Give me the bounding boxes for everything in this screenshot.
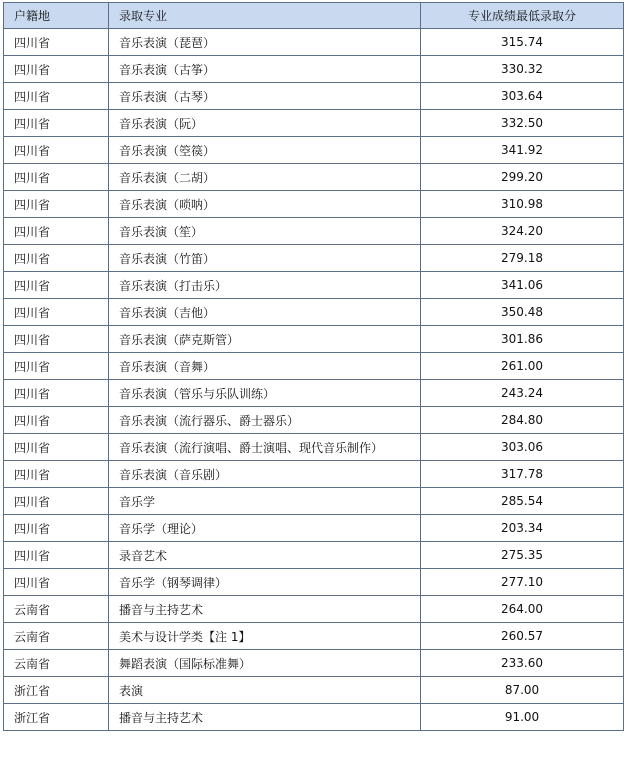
cell-region: 四川省 xyxy=(4,515,109,542)
table-row xyxy=(4,596,624,623)
cell-score: 299.20 xyxy=(421,164,624,191)
cell-major: 音乐表演（吉他） xyxy=(109,299,421,326)
table-row xyxy=(4,569,624,596)
cell-major: 音乐表演（箜篌） xyxy=(109,137,421,164)
table-row xyxy=(4,29,624,56)
cell-major: 舞蹈表演（国际标准舞） xyxy=(109,650,421,677)
cell-major: 音乐表演（音舞） xyxy=(109,353,421,380)
cell-region: 四川省 xyxy=(4,137,109,164)
cell-region: 云南省 xyxy=(4,650,109,677)
cell-major: 音乐表演（古筝） xyxy=(109,56,421,83)
cell-score: 332.50 xyxy=(421,110,624,137)
cell-score: 330.32 xyxy=(421,56,624,83)
table-row xyxy=(4,272,624,299)
cell-region: 四川省 xyxy=(4,56,109,83)
header-row xyxy=(4,3,624,29)
table-row xyxy=(4,83,624,110)
table-row xyxy=(4,677,624,704)
cell-major: 音乐表演（流行演唱、爵士演唱、现代音乐制作） xyxy=(109,434,421,461)
table-row xyxy=(4,326,624,353)
table-row xyxy=(4,164,624,191)
cell-major: 音乐表演（萨克斯管） xyxy=(109,326,421,353)
cell-score: 275.35 xyxy=(421,542,624,569)
cell-region: 四川省 xyxy=(4,299,109,326)
table-row xyxy=(4,218,624,245)
table-row xyxy=(4,299,624,326)
cell-score: 315.74 xyxy=(421,29,624,56)
table-row xyxy=(4,137,624,164)
cell-region: 四川省 xyxy=(4,29,109,56)
cell-score: 233.60 xyxy=(421,650,624,677)
cell-major: 表演 xyxy=(109,677,421,704)
table-row xyxy=(4,515,624,542)
header-region: 户籍地 xyxy=(4,3,109,29)
cell-score: 91.00 xyxy=(421,704,624,731)
cell-major: 播音与主持艺术 xyxy=(109,704,421,731)
cell-major: 播音与主持艺术 xyxy=(109,596,421,623)
cell-score: 260.57 xyxy=(421,623,624,650)
cell-major: 音乐表演（流行器乐、爵士器乐） xyxy=(109,407,421,434)
cell-major: 音乐表演（竹笛） xyxy=(109,245,421,272)
cell-score: 261.00 xyxy=(421,353,624,380)
table-row xyxy=(4,650,624,677)
cell-score: 324.20 xyxy=(421,218,624,245)
admission-score-table xyxy=(3,2,624,731)
cell-score: 87.00 xyxy=(421,677,624,704)
cell-region: 四川省 xyxy=(4,353,109,380)
cell-major: 音乐表演（琵琶） xyxy=(109,29,421,56)
cell-region: 浙江省 xyxy=(4,704,109,731)
cell-region: 四川省 xyxy=(4,272,109,299)
cell-region: 四川省 xyxy=(4,461,109,488)
table-row xyxy=(4,353,624,380)
table-row xyxy=(4,407,624,434)
cell-region: 四川省 xyxy=(4,488,109,515)
cell-region: 四川省 xyxy=(4,191,109,218)
header-score: 专业成绩最低录取分 xyxy=(421,3,624,29)
table-row xyxy=(4,245,624,272)
cell-major: 音乐学 xyxy=(109,488,421,515)
cell-score: 303.06 xyxy=(421,434,624,461)
cell-region: 四川省 xyxy=(4,380,109,407)
cell-region: 四川省 xyxy=(4,83,109,110)
cell-major: 音乐学（钢琴调律） xyxy=(109,569,421,596)
cell-major: 音乐表演（音乐剧） xyxy=(109,461,421,488)
table-row xyxy=(4,542,624,569)
cell-major: 音乐表演（二胡） xyxy=(109,164,421,191)
cell-major: 音乐学（理论） xyxy=(109,515,421,542)
table-row xyxy=(4,434,624,461)
cell-region: 四川省 xyxy=(4,434,109,461)
cell-score: 350.48 xyxy=(421,299,624,326)
cell-major: 音乐表演（管乐与乐队训练） xyxy=(109,380,421,407)
table-row xyxy=(4,623,624,650)
cell-score: 341.06 xyxy=(421,272,624,299)
cell-score: 203.34 xyxy=(421,515,624,542)
cell-major: 音乐表演（打击乐） xyxy=(109,272,421,299)
header-major: 录取专业 xyxy=(109,3,421,29)
cell-score: 303.64 xyxy=(421,83,624,110)
cell-score: 341.92 xyxy=(421,137,624,164)
cell-score: 284.80 xyxy=(421,407,624,434)
cell-region: 浙江省 xyxy=(4,677,109,704)
cell-major: 音乐表演（笙） xyxy=(109,218,421,245)
table-row xyxy=(4,461,624,488)
cell-region: 四川省 xyxy=(4,407,109,434)
cell-region: 四川省 xyxy=(4,542,109,569)
table-body xyxy=(4,29,624,731)
cell-region: 四川省 xyxy=(4,110,109,137)
table-row xyxy=(4,704,624,731)
cell-score: 285.54 xyxy=(421,488,624,515)
cell-score: 264.00 xyxy=(421,596,624,623)
cell-score: 243.24 xyxy=(421,380,624,407)
table-row xyxy=(4,110,624,137)
cell-score: 301.86 xyxy=(421,326,624,353)
cell-major: 音乐表演（古琴） xyxy=(109,83,421,110)
table-row xyxy=(4,380,624,407)
table-row xyxy=(4,191,624,218)
cell-region: 四川省 xyxy=(4,245,109,272)
cell-region: 四川省 xyxy=(4,326,109,353)
cell-score: 279.18 xyxy=(421,245,624,272)
cell-region: 四川省 xyxy=(4,164,109,191)
cell-score: 317.78 xyxy=(421,461,624,488)
cell-major: 音乐表演（阮） xyxy=(109,110,421,137)
cell-major: 录音艺术 xyxy=(109,542,421,569)
table-header xyxy=(4,3,624,29)
cell-region: 云南省 xyxy=(4,623,109,650)
cell-major: 美术与设计学类【注 1】 xyxy=(109,623,421,650)
table-row xyxy=(4,56,624,83)
cell-major: 音乐表演（唢呐） xyxy=(109,191,421,218)
cell-region: 四川省 xyxy=(4,218,109,245)
cell-region: 四川省 xyxy=(4,569,109,596)
cell-score: 277.10 xyxy=(421,569,624,596)
cell-score: 310.98 xyxy=(421,191,624,218)
cell-region: 云南省 xyxy=(4,596,109,623)
table-row xyxy=(4,488,624,515)
